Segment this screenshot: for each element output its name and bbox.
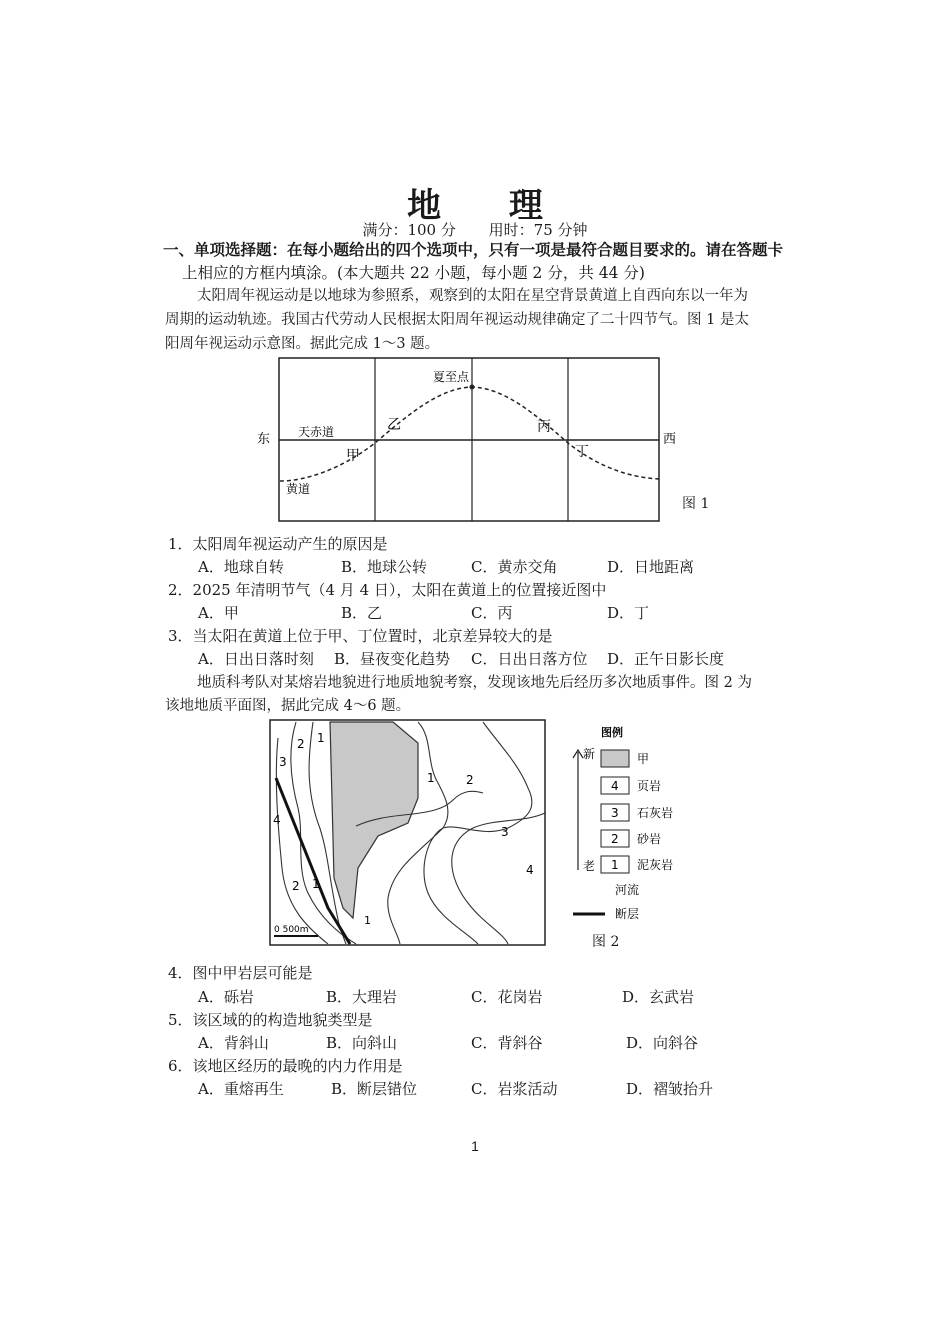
question-4-stem: 4．图中甲岩层可能是 bbox=[168, 964, 313, 982]
legend-jia-swatch bbox=[601, 750, 629, 767]
legend-shale: 页岩 bbox=[637, 779, 662, 793]
passage2-line1: 地质科考队对某熔岩地貌进行地质地貌考察，发现该地先后经历多次地质事件。图 2 为 bbox=[197, 675, 752, 691]
q4-option-c: C．花岗岩 bbox=[471, 988, 543, 1006]
figure1-label: 图 1 bbox=[682, 496, 710, 512]
passage2-line2: 该地地质平面图，据此完成 4～6 题。 bbox=[165, 698, 411, 714]
legend-sandstone: 砂岩 bbox=[637, 832, 662, 846]
point-jia: 甲 bbox=[346, 448, 360, 464]
point-yi: 乙 bbox=[387, 417, 401, 433]
q2-option-b: B．乙 bbox=[341, 604, 383, 622]
east-label: 东 bbox=[257, 432, 271, 447]
q6-option-c: C．岩浆活动 bbox=[471, 1080, 558, 1098]
figure2-map bbox=[268, 718, 550, 950]
q5-option-c: C．背斜谷 bbox=[471, 1034, 543, 1052]
q1-option-a: A．地球自转 bbox=[198, 558, 284, 576]
legend-key-1: 1 bbox=[611, 858, 619, 872]
exam-meta bbox=[0, 219, 950, 240]
legend-jia-name: 甲 bbox=[637, 752, 650, 766]
q2-option-a: A．甲 bbox=[198, 604, 239, 622]
q2-option-c: C．丙 bbox=[471, 604, 513, 622]
legend-key-4: 4 bbox=[611, 779, 619, 793]
passage1-line2: 周期的运动轨迹。我国古代劳动人民根据太阳周年视运动规律确定了二十四节气。图 1 是太 bbox=[165, 312, 749, 328]
point-bing: 丙 bbox=[537, 419, 551, 435]
celestial-equator-label: 天赤道 bbox=[298, 425, 335, 439]
map-label-1a: 1 bbox=[317, 731, 325, 745]
q1-option-b: B．地球公转 bbox=[341, 558, 428, 576]
q3-option-c: C．日出日落方位 bbox=[471, 650, 588, 668]
legend-fault: 断层 bbox=[615, 907, 640, 921]
legend-limestone: 石灰岩 bbox=[637, 806, 674, 820]
page-title: 地 理 bbox=[407, 186, 571, 226]
q1-option-d: D．日地距离 bbox=[607, 558, 695, 576]
map-label-4a: 4 bbox=[273, 813, 281, 827]
map-label-1c: 1 bbox=[312, 877, 320, 891]
summer-solstice-point bbox=[470, 385, 475, 390]
legend-key-2: 2 bbox=[611, 832, 619, 846]
question-3-stem: 3．当太阳在黄道上位于甲、丁位置时，北京差异较大的是 bbox=[168, 627, 553, 645]
q3-option-d: D．正午日影长度 bbox=[607, 650, 725, 668]
q6-option-b: B．断层错位 bbox=[331, 1080, 418, 1098]
section-heading-line2: 上相应的方框内填涂。(本大题共 22 小题，每小题 2 分，共 44 分) bbox=[182, 264, 645, 282]
map-label-2c: 2 bbox=[292, 879, 300, 893]
question-1-stem: 1．太阳周年视运动产生的原因是 bbox=[168, 535, 388, 553]
legend-key-3: 3 bbox=[611, 806, 619, 820]
ecliptic-label: 黄道 bbox=[286, 482, 311, 496]
legend-title: 图例 bbox=[601, 726, 623, 739]
q5-option-a: A．背斜山 bbox=[198, 1034, 269, 1052]
figure2-label: 图 2 bbox=[592, 934, 620, 950]
q5-option-b: B．向斜山 bbox=[326, 1034, 398, 1052]
passage1-line1: 太阳周年视运动是以地球为参照系，观察到的太阳在星空背景黄道上自西向东以一年为 bbox=[197, 288, 748, 304]
legend-new: 新 bbox=[583, 747, 596, 761]
map-label-2a: 2 bbox=[297, 737, 305, 751]
map-label-1b: 1 bbox=[427, 771, 435, 785]
legend-old: 老 bbox=[583, 859, 596, 873]
q4-option-b: B．大理岩 bbox=[326, 988, 398, 1006]
map-label-3b: 3 bbox=[501, 825, 509, 839]
figure2-legend bbox=[565, 722, 695, 930]
question-6-stem: 6．该地区经历的最晚的内力作用是 bbox=[168, 1057, 403, 1075]
scale-label: 0 500m bbox=[274, 925, 309, 935]
section-heading-line1: 一、单项选择题：在每小题给出的四个选项中，只有一项是最符合题目要求的。请在答题卡 bbox=[163, 240, 784, 259]
point-ding: 丁 bbox=[575, 444, 589, 460]
q6-option-a: A．重熔再生 bbox=[198, 1080, 284, 1098]
question-5-stem: 5．该区域的的构造地貌类型是 bbox=[168, 1011, 373, 1029]
q3-option-a: A．日出日落时刻 bbox=[198, 650, 314, 668]
passage1-line3: 阳周年视运动示意图。据此完成 1～3 题。 bbox=[165, 336, 440, 352]
time-limit: 用时：75 分钟 bbox=[488, 221, 588, 239]
map-label-2b: 2 bbox=[466, 773, 474, 787]
map-label-1d: 1 bbox=[364, 914, 371, 927]
q4-option-a: A．砾岩 bbox=[198, 988, 254, 1006]
q5-option-d: D．向斜谷 bbox=[626, 1034, 699, 1052]
legend-marlstone: 泥灰岩 bbox=[637, 858, 674, 872]
figure1-diagram bbox=[250, 355, 720, 525]
q2-option-d: D．丁 bbox=[607, 604, 650, 622]
west-label: 西 bbox=[663, 432, 677, 447]
summer-solstice-label: 夏至点 bbox=[433, 370, 470, 384]
q6-option-d: D．褶皱抬升 bbox=[626, 1080, 714, 1098]
ecliptic-curve bbox=[280, 387, 660, 481]
map-label-3a: 3 bbox=[279, 755, 287, 769]
full-score: 满分：100 分 bbox=[362, 221, 456, 239]
page-number: 1 bbox=[471, 1138, 479, 1154]
q3-option-b: B．昼夜变化趋势 bbox=[334, 650, 451, 668]
map-label-4b: 4 bbox=[526, 863, 534, 877]
q4-option-d: D．玄武岩 bbox=[622, 988, 695, 1006]
legend-river: 河流 bbox=[615, 883, 640, 897]
q1-option-c: C．黄赤交角 bbox=[471, 558, 558, 576]
question-2-stem: 2．2025 年清明节气（4 月 4 日），太阳在黄道上的位置接近图中 bbox=[168, 581, 607, 599]
